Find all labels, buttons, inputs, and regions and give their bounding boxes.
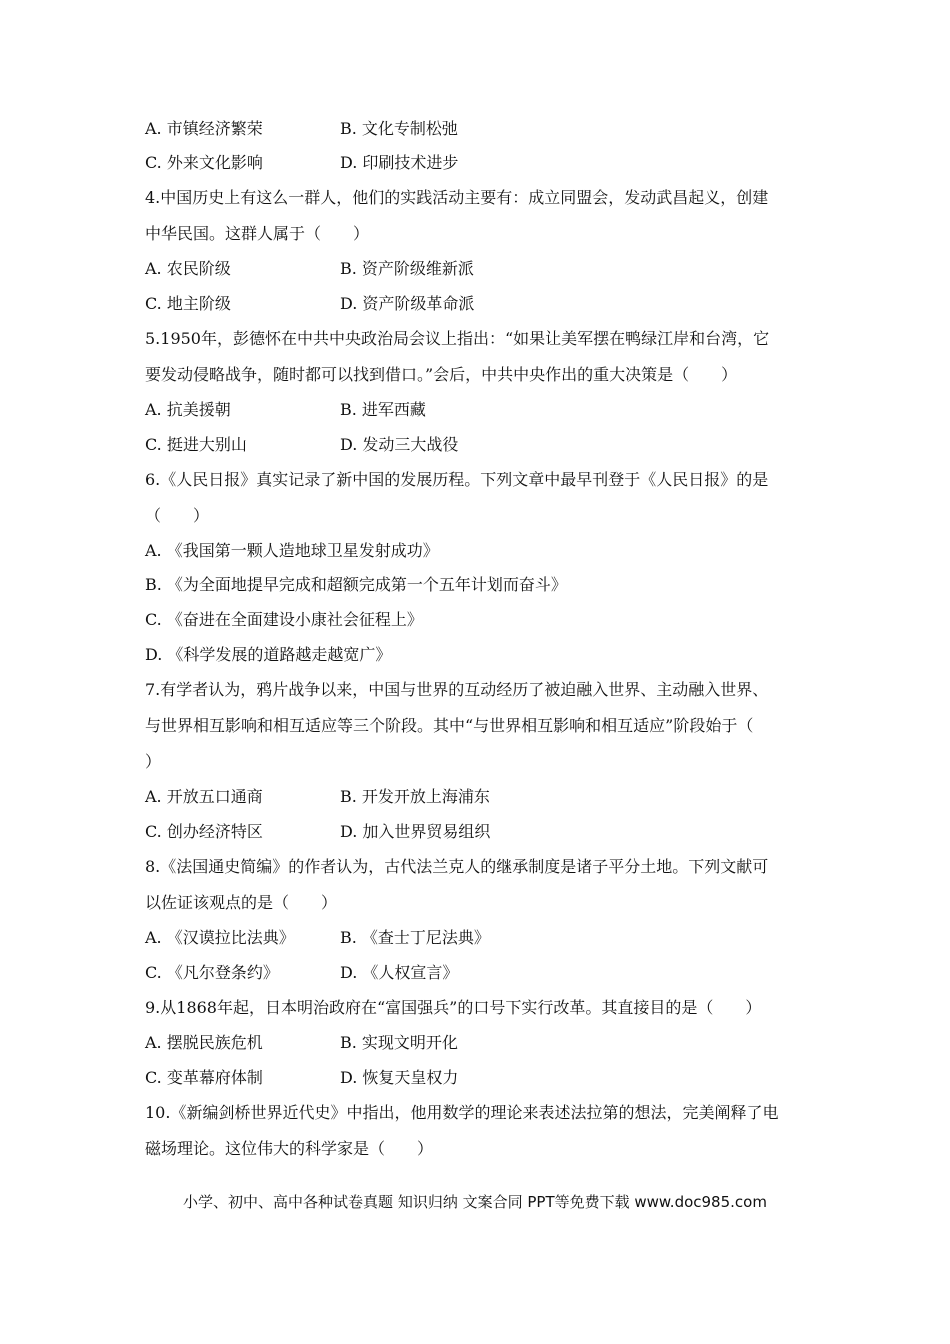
q7-option-b: B. 开发开放上海浦东 (340, 787, 490, 806)
q3-option-c: C. 外来文化影响 (145, 153, 263, 172)
q3-option-d: D. 印刷技术进步 (340, 153, 459, 172)
q7-option-a: A. 开放五口通商 (145, 787, 263, 806)
q8-stem-line-2: 以佐证该观点的是（ ） (145, 893, 338, 912)
q6-option-c: C. 《奋进在全面建设小康社会征程上》 (145, 610, 423, 629)
q6-stem-line-2: （ ） (145, 506, 210, 525)
q6-stem-line-1: 6.《人民日报》真实记录了新中国的发展历程。下列文章中最早刊登于《人民日报》的是 (145, 470, 769, 489)
q4-option-b: B. 资产阶级维新派 (340, 259, 474, 278)
q9-option-d: D. 恢复天皇权力 (340, 1068, 459, 1087)
q3-option-b: B. 文化专制松弛 (340, 119, 458, 138)
q4-option-a: A. 农民阶级 (145, 259, 231, 278)
q5-option-d: D. 发动三大战役 (340, 435, 459, 454)
q5-option-a: A. 抗美援朝 (145, 400, 231, 419)
q9-option-a: A. 摆脱民族危机 (145, 1033, 263, 1052)
q6-option-b: B. 《为全面地提早完成和超额完成第一个五年计划而奋斗》 (145, 575, 567, 594)
q5-option-b: B. 进军西藏 (340, 400, 426, 419)
q9-option-b: B. 实现文明开化 (340, 1033, 458, 1052)
q4-option-c: C. 地主阶级 (145, 294, 231, 313)
q7-option-c: C. 创办经济特区 (145, 822, 263, 841)
q5-stem-line-1: 5.1950年，彭德怀在中共中央政治局会议上指出：“如果让美军摆在鸭绿江岸和台湾，它 (145, 329, 770, 348)
q7-option-d: D. 加入世界贸易组织 (340, 822, 491, 841)
q9-option-c: C. 变革幕府体制 (145, 1068, 263, 1087)
q8-option-a: A. 《汉谟拉比法典》 (145, 928, 295, 947)
q8-stem-line-1: 8.《法国通史简编》的作者认为，古代法兰克人的继承制度是诸子平分土地。下列文献可 (145, 857, 769, 876)
q4-stem-line-2: 中华民国。这群人属于（ ） (145, 224, 370, 243)
q4-stem-line-1: 4.中国历史上有这么一群人，他们的实践活动主要有：成立同盟会，发动武昌起义，创建 (145, 188, 769, 207)
q5-stem-line-2: 要发动侵略战争，随时都可以找到借口。”会后，中共中央作出的重大决策是（ ） (145, 365, 738, 384)
q5-option-c: C. 挺进大别山 (145, 435, 247, 454)
q3-option-a: A. 市镇经济繁荣 (145, 119, 263, 138)
q7-stem-line-3: ） (145, 752, 162, 771)
q4-option-d: D. 资产阶级革命派 (340, 294, 475, 313)
q7-stem-line-1: 7.有学者认为，鸦片战争以来，中国与世界的互动经历了被迫融入世界、主动融入世界、 (145, 680, 769, 699)
q8-option-b: B. 《查士丁尼法典》 (340, 928, 490, 947)
page-footer: 小学、初中、高中各种试卷真题 知识归纳 文案合同 PPT等免费下载 www.doc985.com (183, 1193, 767, 1211)
q8-option-d: D. 《人权宣言》 (340, 963, 459, 982)
q10-stem-line-2: 磁场理论。这位伟大的科学家是（ ） (145, 1139, 434, 1158)
q6-option-d: D. 《科学发展的道路越走越宽广》 (145, 645, 392, 664)
q9-stem-line-1: 9.从1868年起，日本明治政府在“富国强兵”的口号下实行改革。其直接目的是（ ） (145, 998, 762, 1017)
q8-option-c: C. 《凡尔登条约》 (145, 963, 279, 982)
q10-stem-line-1: 10.《新编剑桥世界近代史》中指出，他用数学的理论来表述法拉第的想法，完美阐释了电 (145, 1103, 779, 1122)
q6-option-a: A. 《我国第一颗人造地球卫星发射成功》 (145, 541, 439, 560)
q7-stem-line-2: 与世界相互影响和相互适应等三个阶段。其中“与世界相互影响和相互适应”阶段始于（ (145, 716, 754, 735)
